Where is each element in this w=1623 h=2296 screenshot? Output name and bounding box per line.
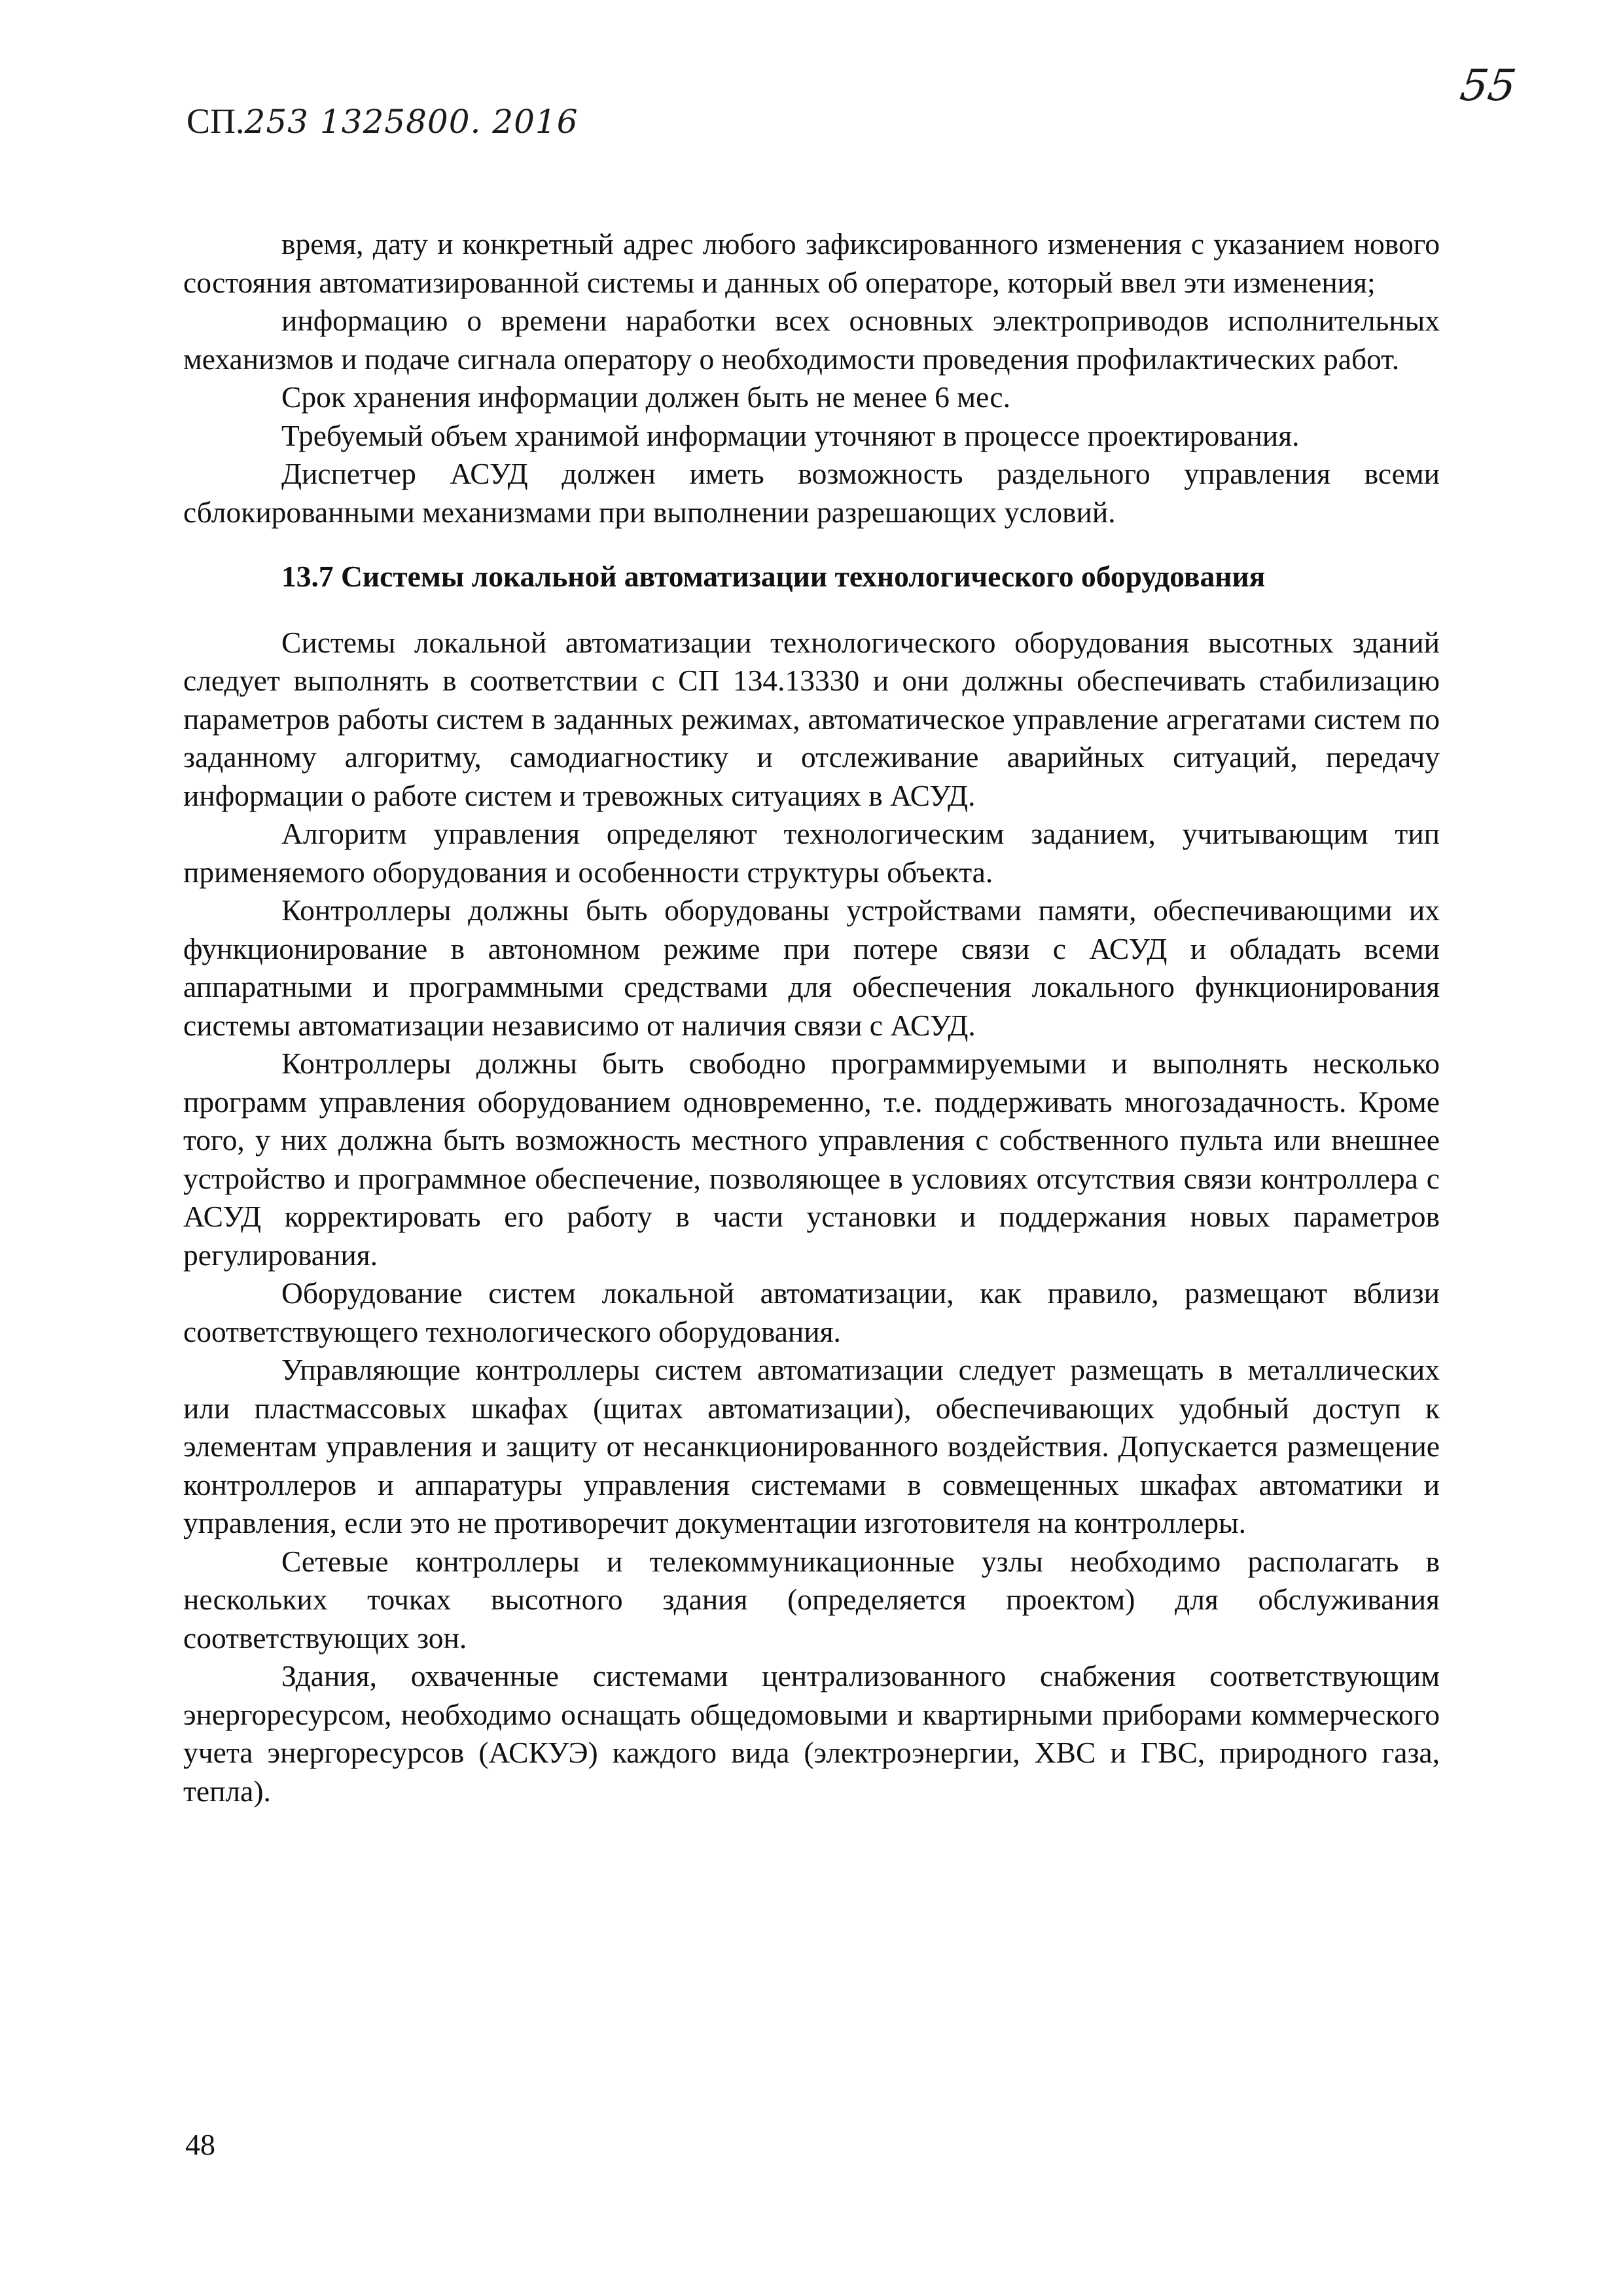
paragraph-after-2: Алгоритм управления определяют технологическим заданием, учитывающим тип применяемого оборудования и особенности структуры объекта. <box>183 817 1440 889</box>
paragraph-before-3: Срок хранения информации должен быть не менее 6 мес. <box>281 380 1010 414</box>
paragraph-before-4: Требуемый объем хранимой информации уточняют в процессе проектирования. <box>281 418 1300 452</box>
paragraph-after-7: Сетевые контроллеры и телекоммуникационные узлы необходимо располагать в нескольких точках высотного здания (определяется проектом) для обслуживания соответствующих зон. <box>183 1544 1440 1655</box>
paragraph-after-8: Здания, охваченные системами централизованного снабжения соответствующим энергоресурсом, необходимо оснащать общедомовыми и квартирными приборами коммерческого учета энергоресурсов (АСКУЭ) каждого вида (электроэнергии, ХВС и ГВС, природного газа, тепла). <box>183 1659 1440 1808</box>
paragraph-after-3: Контроллеры должны быть оборудованы устройствами памяти, обеспечивающими их функционирование в автономном режиме при потере связи с АСУД и обладать всеми аппаратными и программными средствами для обеспечения локального функционирования системы автоматизации независимо от наличия связи с АСУД. <box>183 893 1440 1042</box>
document-stamp <box>187 103 579 139</box>
section-heading: 13.7 Системы локальной автоматизации технологического оборудования <box>281 560 1266 593</box>
stamp-prefix: СП. <box>187 101 245 141</box>
handwritten-page-number: 55 <box>1457 60 1520 111</box>
paragraph-after-4: Контроллеры должны быть свободно программируемыми и выполнять несколько программ управления оборудованием одновременно, т.е. поддерживать многозадачность. Кроме того, у них должна быть возможность местного управления с собственного пульта или внешнее устройство и программное обеспечение, позволяющее в условиях отсутствия связи контроллера с АСУД корректировать его работу в части установки и поддержания новых параметров регулирования. <box>183 1047 1440 1272</box>
paragraph-after-1: Системы локальной автоматизации технологического оборудования высотных зданий следует выполнять в соответствии с СП 134.13330 и они должны обеспечивать стабилизацию параметров работы систем в заданных режимах, автоматическое управление агрегатами систем по заданному алгоритму, самодиагностику и отслеживание аварийных ситуаций, передачу информации о работе систем и тревожных ситуациях в АСУД. <box>183 625 1440 812</box>
page-number: 48 <box>185 2128 215 2161</box>
handwritten-document-code: 253 1325800. 2016 <box>244 103 579 141</box>
paragraph-before-1: время, дату и конкретный адрес любого зафиксированного изменения с указанием нового состояния автоматизированной системы и данных об операторе, который ввел эти изменения; <box>183 227 1440 299</box>
paragraph-before-2: информацию о времени наработки всех основных электроприводов исполнительных механизмов и подаче сигнала оператору о необходимости проведения профилактических работ. <box>183 304 1440 376</box>
document-body <box>183 225 1440 1810</box>
paragraph-before-5: Диспетчер АСУД должен иметь возможность раздельного управления всеми сблокированными механизмами при выполнении разрешающих условий. <box>183 457 1440 529</box>
paragraph-after-6: Управляющие контроллеры систем автоматизации следует размещать в металлических или пластмассовых шкафах (щитах автоматизации), обеспечивающих удобный доступ к элементам управления и защиту от несанкционированного воздействия. Допускается размещение контроллеров и аппаратуры управления системами в совмещенных шкафах автоматики и управления, если это не противоречит документации изготовителя на контроллеры. <box>183 1353 1440 1539</box>
paragraph-after-5: Оборудование систем локальной автоматизации, как правило, размещают вблизи соответствующего технологического оборудования. <box>183 1276 1440 1348</box>
